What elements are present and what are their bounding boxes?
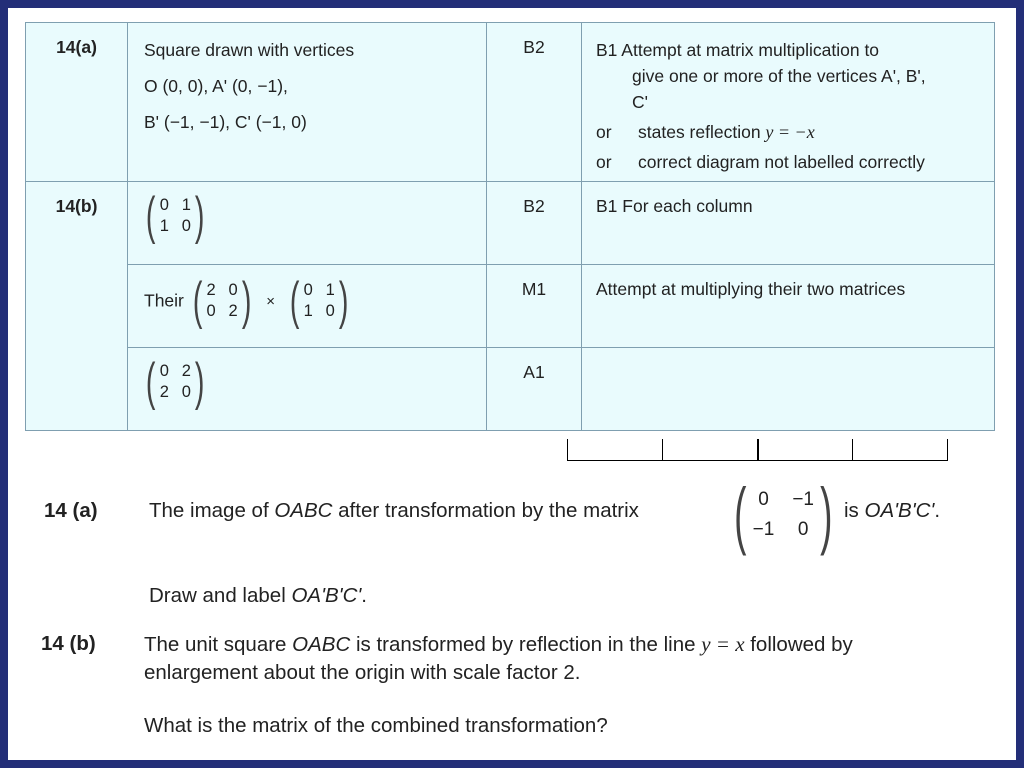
question-14a-instruction	[149, 584, 367, 608]
note-line: give one or more of the vertices A', B',	[632, 66, 926, 86]
matrix-entry: 2	[159, 383, 169, 401]
reflection-matrix	[286, 272, 353, 330]
left-paren: (	[289, 272, 300, 330]
notes-cell: B1 For each column	[582, 182, 995, 265]
note-text: correct diagram not labelled correctly	[638, 152, 925, 172]
mark-cell: M1	[487, 265, 582, 348]
text-fragment: .	[934, 499, 941, 522]
matrix-entry: 1	[181, 196, 191, 214]
mark-scale-bracket	[567, 436, 948, 461]
matrix-entry: 0	[206, 302, 216, 320]
or-label: or	[596, 152, 612, 172]
text-fragment: .	[361, 584, 367, 607]
scale-tick	[947, 439, 948, 461]
left-paren: (	[145, 187, 156, 245]
text-fragment: The unit square	[144, 633, 293, 656]
question-number-cell: 14(a)	[26, 23, 128, 182]
mark-cell: A1	[487, 348, 582, 431]
their-label: Their	[144, 290, 184, 311]
note-line: B1 Attempt at matrix multiplication to	[596, 40, 880, 60]
answer-matrix	[142, 187, 209, 245]
question-number-cell: 14(b)	[26, 182, 128, 431]
matrix-entry: 1	[325, 281, 335, 299]
matrix-grid	[753, 489, 814, 541]
question-text-line	[144, 632, 853, 657]
answer-line: Square drawn with vertices	[144, 40, 355, 60]
question-text	[844, 499, 940, 523]
table-row	[26, 348, 995, 431]
question-text-line: enlargement about the origin with scale factor 2.	[144, 661, 581, 684]
matrix-grid	[303, 281, 335, 321]
transformation-matrix	[728, 473, 839, 556]
right-paren: )	[195, 187, 205, 245]
left-paren: (	[192, 272, 203, 330]
matrix-entry: 0	[181, 217, 191, 235]
matrix-entry: 0	[797, 519, 809, 540]
note-line: C'	[632, 92, 648, 112]
note-line	[596, 119, 982, 145]
mark-cell: B2	[487, 182, 582, 265]
text-fragment: The image of	[149, 499, 275, 522]
left-paren: (	[734, 473, 747, 556]
table-row	[26, 265, 995, 348]
matrix-entry: 0	[159, 362, 169, 380]
question-label: 14 (b)	[41, 632, 96, 655]
matrix-entry: 2	[206, 281, 216, 299]
left-paren: (	[145, 353, 156, 411]
matrix-grid	[159, 362, 191, 402]
matrix-entry: 1	[303, 302, 313, 320]
matrix-entry: 0	[325, 302, 335, 320]
right-paren: )	[241, 272, 252, 330]
question-text	[149, 499, 639, 523]
final-matrix	[142, 353, 209, 411]
matrix-entry: 0	[159, 196, 169, 214]
text-fragment: Draw and label	[149, 584, 292, 607]
note-text: states reflection	[638, 122, 766, 142]
text-fragment: followed by	[744, 633, 853, 656]
note-line	[596, 149, 982, 175]
matrix-entry: 2	[228, 302, 238, 320]
right-paren: )	[339, 272, 349, 330]
table-row	[26, 23, 995, 182]
notes-cell	[582, 23, 995, 182]
shape-name: OABC	[292, 633, 351, 656]
table-row	[26, 182, 995, 265]
scale-tick	[567, 439, 568, 461]
scale-tick	[852, 439, 853, 461]
scale-tick	[757, 439, 759, 461]
matrix-entry: 2	[181, 362, 191, 380]
answer-cell	[128, 265, 487, 348]
slide	[8, 8, 1016, 760]
formula: y = x	[701, 632, 745, 656]
answer-line: B' (−1, −1), C' (−1, 0)	[144, 112, 307, 132]
question-text-line: What is the matrix of the combined transformation?	[144, 714, 608, 737]
text-fragment: after transformation by the matrix	[332, 499, 639, 522]
matrix-grid	[206, 281, 238, 321]
answer-cell	[128, 182, 487, 265]
answer-cell	[128, 23, 487, 182]
shape-name: OABC	[274, 499, 333, 522]
formula: y = −x	[765, 122, 815, 142]
matrix-entry: 1	[159, 217, 169, 235]
question-14b	[41, 632, 1001, 752]
matrix-entry: 0	[181, 383, 191, 401]
their-matrix	[189, 272, 256, 330]
mark-cell: B2	[487, 23, 582, 182]
text-fragment: is transformed by reflection in the line	[350, 633, 702, 656]
matrix-entry: −1	[752, 519, 775, 540]
question-14a	[44, 473, 1004, 556]
matrix-grid	[159, 196, 191, 236]
matrix-entry: −1	[792, 489, 814, 510]
shape-name: OA'B'C'	[291, 584, 362, 607]
matrix-entry: 0	[758, 489, 769, 510]
text-fragment: is	[844, 499, 865, 522]
or-label: or	[596, 122, 612, 142]
notes-cell	[582, 348, 995, 431]
question-label: 14 (a)	[44, 499, 98, 522]
right-paren: )	[820, 473, 833, 556]
answer-cell	[128, 348, 487, 431]
right-paren: )	[195, 353, 205, 411]
notes-cell: Attempt at multiplying their two matrices	[582, 265, 995, 348]
shape-name: OA'B'C'	[864, 499, 935, 522]
answer-line: O (0, 0), A' (0, −1),	[144, 76, 288, 96]
mark-scheme-table	[25, 22, 995, 431]
matrix-entry: 0	[228, 281, 238, 299]
scale-tick	[662, 439, 663, 461]
times-sign: ×	[266, 292, 276, 310]
matrix-entry: 0	[303, 281, 313, 299]
